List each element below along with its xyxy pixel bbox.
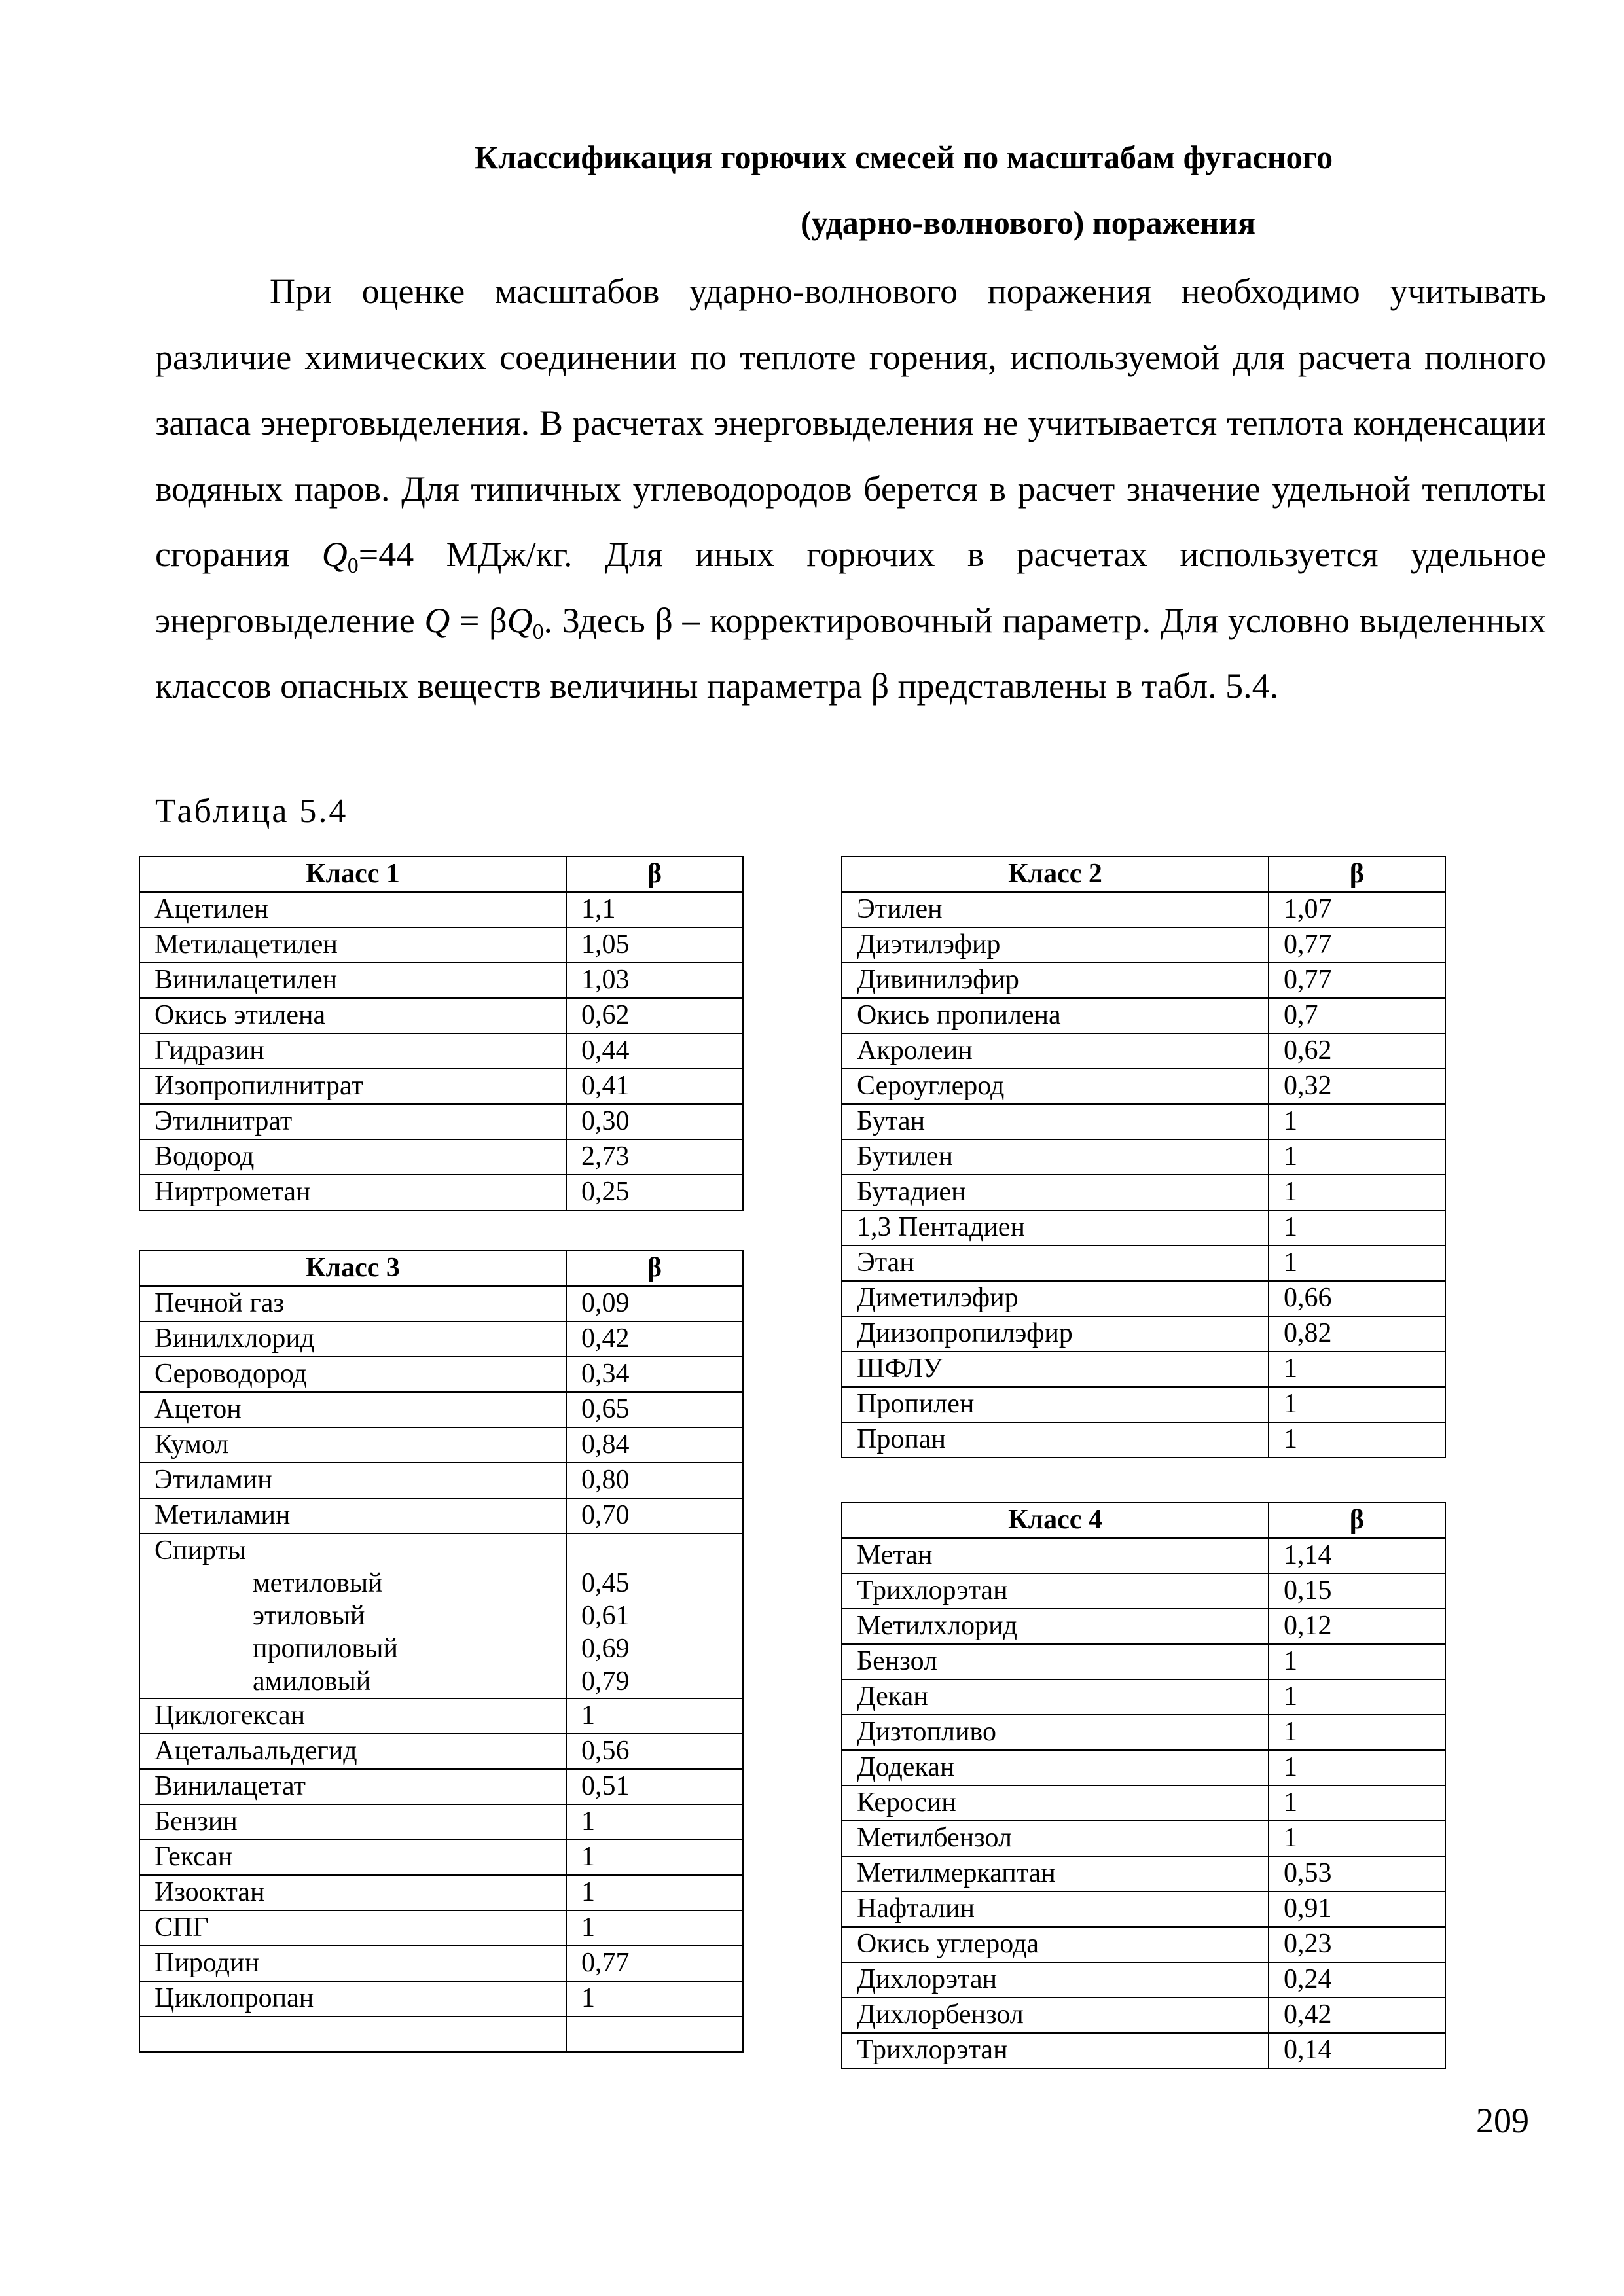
- table-row: [139, 963, 743, 998]
- table-row: [842, 1998, 1445, 2033]
- substance-name: Сероуглерод: [842, 1069, 1269, 1104]
- substance-name: Ниртрометан: [139, 1175, 566, 1210]
- table-row: [842, 927, 1445, 963]
- substance-name: Бутадиен: [842, 1175, 1269, 1210]
- substance-name: Циклопропан: [139, 1981, 566, 2017]
- spirit-value: 0,69: [581, 1634, 630, 1664]
- substance-name: Гексан: [139, 1840, 566, 1875]
- beta-value: 0,91: [1269, 1892, 1445, 1927]
- table-row: [139, 1033, 743, 1069]
- beta-value: 0,84: [566, 1427, 743, 1463]
- substance-name: Метилмеркаптан: [842, 1856, 1269, 1892]
- substance-name: Додекан: [842, 1750, 1269, 1785]
- table-row-spirits: [139, 1534, 743, 1698]
- table-row: [842, 1573, 1445, 1609]
- beta-value: 1,14: [1269, 1538, 1445, 1573]
- substance-name: [139, 2017, 566, 2052]
- table-row: [139, 1734, 743, 1769]
- table-row: [842, 1821, 1445, 1856]
- beta-header: β: [1269, 1503, 1445, 1538]
- substance-name: Винилацетат: [139, 1769, 566, 1804]
- table-row: [139, 2017, 743, 2052]
- beta-value: [566, 2017, 743, 2052]
- table-row: [842, 2033, 1445, 2068]
- substance-name: Циклогексан: [139, 1698, 566, 1734]
- substance-name: Ацетон: [139, 1392, 566, 1427]
- beta-value: 1: [566, 1840, 743, 1875]
- table-row: [842, 1856, 1445, 1892]
- beta-value: 0,15: [1269, 1573, 1445, 1609]
- table-row: [139, 1392, 743, 1427]
- table-row: [842, 1246, 1445, 1281]
- substance-name: Трихлорэтан: [842, 2033, 1269, 2068]
- substance-name: Винилхлорид: [139, 1321, 566, 1357]
- beta-value: 0,80: [566, 1463, 743, 1498]
- class-1-table: [139, 856, 744, 1211]
- table-row: [139, 1498, 743, 1534]
- beta-value: 0,23: [1269, 1927, 1445, 1962]
- beta-value: 1: [566, 1804, 743, 1840]
- body-paragraph: При оценке масштабов ударно-волнового поражения необходимо учитывать различие химических соединении по теплоте горения, используемой для расчета полного запаса энерговыделения. В расчетах энерговыделения не учитывается теплота конденсации водяных паров. Для типичных углеводородов берется в расчет значение удельной теплоты сгорания $Q_0=44$ МДж/кг. Для иных горючих в расчетах используется удельное энерговыделение $Q = \beta Q_0$. Здесь β – корректировочный параметр. Для условно выделенных классов опасных веществ величины параметра β представлены в табл. 5.4.: [155, 272, 1547, 706]
- substance-name: Бензол: [842, 1644, 1269, 1679]
- table-row: [139, 1840, 743, 1875]
- table-row: [842, 1104, 1445, 1139]
- substance-name: Окись этилена: [139, 998, 566, 1033]
- table-row: [842, 1316, 1445, 1352]
- beta-value: 1: [1269, 1715, 1445, 1750]
- substance-name: Этиламин: [139, 1463, 566, 1498]
- spirits-values-cell: [566, 1534, 743, 1698]
- table-row: [842, 1750, 1445, 1785]
- table-row: [139, 1427, 743, 1463]
- spirit-value: 0,61: [581, 1601, 630, 1631]
- substance-name: Нафталин: [842, 1892, 1269, 1927]
- substance-name: Пропан: [842, 1422, 1269, 1458]
- class-2-table: [841, 856, 1446, 1458]
- beta-value: 1: [1269, 1821, 1445, 1856]
- beta-value: 1: [1269, 1422, 1445, 1458]
- beta-value: 1: [566, 1910, 743, 1946]
- beta-value: 0,42: [1269, 1998, 1445, 2033]
- substance-name: Ацетальальдегид: [139, 1734, 566, 1769]
- beta-value: 2,73: [566, 1139, 743, 1175]
- table-row: [139, 892, 743, 927]
- beta-value: 1: [1269, 1139, 1445, 1175]
- table-row: [139, 1910, 743, 1946]
- table-header-row: [139, 1251, 743, 1286]
- table-row: [842, 1785, 1445, 1821]
- table-header-row: [842, 1503, 1445, 1538]
- substance-name: Этилнитрат: [139, 1104, 566, 1139]
- substance-name: Акролеин: [842, 1033, 1269, 1069]
- spirit-value: 0,79: [581, 1666, 630, 1696]
- table-row: [139, 1804, 743, 1840]
- table-row: [139, 1321, 743, 1357]
- beta-value: 1: [1269, 1104, 1445, 1139]
- substance-name: 1,3 Пентадиен: [842, 1210, 1269, 1246]
- spirit-value: 0,45: [581, 1568, 630, 1598]
- spirit-name: пропиловый: [253, 1634, 398, 1664]
- substance-name: Ацетилен: [139, 892, 566, 927]
- substance-name: Гидразин: [139, 1033, 566, 1069]
- substance-name: Окись углерода: [842, 1927, 1269, 1962]
- beta-value: 0,65: [566, 1392, 743, 1427]
- class-header: Класс 2: [842, 857, 1269, 892]
- beta-value: 0,56: [566, 1734, 743, 1769]
- spirits-names-cell: [139, 1534, 566, 1698]
- substance-name: Метилбензол: [842, 1821, 1269, 1856]
- beta-value: 1: [566, 1698, 743, 1734]
- table-row: [842, 998, 1445, 1033]
- table-row: [139, 1357, 743, 1392]
- table-row: [842, 1387, 1445, 1422]
- class-header: Класс 4: [842, 1503, 1269, 1538]
- beta-value: 1: [1269, 1175, 1445, 1210]
- substance-name: СПГ: [139, 1910, 566, 1946]
- spirit-name: метиловый: [253, 1568, 383, 1598]
- table-row: [139, 1286, 743, 1321]
- table-row: [842, 1139, 1445, 1175]
- beta-value: 1: [1269, 1750, 1445, 1785]
- table-caption: Таблица 5.4: [155, 793, 348, 830]
- beta-header: β: [566, 857, 743, 892]
- beta-value: 1: [1269, 1246, 1445, 1281]
- table-row: [842, 1281, 1445, 1316]
- substance-name: Дизтопливо: [842, 1715, 1269, 1750]
- table-row: [842, 1538, 1445, 1573]
- substance-name: Пропилен: [842, 1387, 1269, 1422]
- beta-value: 0,34: [566, 1357, 743, 1392]
- substance-name: Изооктан: [139, 1875, 566, 1910]
- substance-name: Водород: [139, 1139, 566, 1175]
- document-title-line-2: (ударно-волнового) поражения: [800, 204, 1256, 241]
- substance-name: ШФЛУ: [842, 1352, 1269, 1387]
- table-row: [139, 1463, 743, 1498]
- table-row: [139, 1104, 743, 1139]
- substance-name: Метилхлорид: [842, 1609, 1269, 1644]
- beta-value: 0,30: [566, 1104, 743, 1139]
- beta-value: 0,12: [1269, 1609, 1445, 1644]
- substance-name: Керосин: [842, 1785, 1269, 1821]
- beta-value: 0,66: [1269, 1281, 1445, 1316]
- beta-value: 0,42: [566, 1321, 743, 1357]
- beta-value: 1: [1269, 1210, 1445, 1246]
- beta-value: 1,07: [1269, 892, 1445, 927]
- table-row: [842, 1175, 1445, 1210]
- table-row: [139, 1175, 743, 1210]
- substance-name: Дихлорбензол: [842, 1998, 1269, 2033]
- beta-value: 0,77: [566, 1946, 743, 1981]
- page-number: 209: [1476, 2101, 1529, 2140]
- substance-name: Метиламин: [139, 1498, 566, 1534]
- substance-name: Изопропилнитрат: [139, 1069, 566, 1104]
- table-row: [842, 1609, 1445, 1644]
- substance-name: Сероводород: [139, 1357, 566, 1392]
- beta-value: 0,7: [1269, 998, 1445, 1033]
- table-row: [139, 1139, 743, 1175]
- document-title-line-1: Классификация горючих смесей по масштабам фугасного: [474, 139, 1333, 175]
- substance-name: Метан: [842, 1538, 1269, 1573]
- beta-value: 1: [1269, 1387, 1445, 1422]
- table-row: [842, 1644, 1445, 1679]
- substance-name: Печной газ: [139, 1286, 566, 1321]
- table-row: [139, 927, 743, 963]
- table-row: [139, 998, 743, 1033]
- table-row: [842, 963, 1445, 998]
- class-header: Класс 3: [139, 1251, 566, 1286]
- beta-value: 1: [1269, 1785, 1445, 1821]
- substance-name: Дивинилэфир: [842, 963, 1269, 998]
- table-row: [139, 1875, 743, 1910]
- spirit-name: амиловый: [253, 1666, 371, 1696]
- table-row: [139, 1981, 743, 2017]
- class-header: Класс 1: [139, 857, 566, 892]
- beta-value: 0,24: [1269, 1962, 1445, 1998]
- substance-name: Этан: [842, 1246, 1269, 1281]
- beta-value: 1: [1269, 1679, 1445, 1715]
- substance-name: Декан: [842, 1679, 1269, 1715]
- table-row: [139, 1769, 743, 1804]
- table-row: [842, 1962, 1445, 1998]
- table-row: [842, 1927, 1445, 1962]
- beta-value: 1: [566, 1981, 743, 2017]
- beta-value: 0,25: [566, 1175, 743, 1210]
- beta-value: 0,14: [1269, 2033, 1445, 2068]
- beta-value: 0,09: [566, 1286, 743, 1321]
- table-header-row: [139, 857, 743, 892]
- beta-value: 0,62: [1269, 1033, 1445, 1069]
- substance-name: Этилен: [842, 892, 1269, 927]
- substance-name: Пиродин: [139, 1946, 566, 1981]
- class-3-table: [139, 1250, 744, 2053]
- beta-value: 0,32: [1269, 1069, 1445, 1104]
- beta-value: 1: [1269, 1352, 1445, 1387]
- table-row: [139, 1946, 743, 1981]
- table-row: [842, 1892, 1445, 1927]
- substance-name: Диизопропилэфир: [842, 1316, 1269, 1352]
- substance-name: Бутилен: [842, 1139, 1269, 1175]
- substance-name: Диэтилэфир: [842, 927, 1269, 963]
- substance-name: Дихлорэтан: [842, 1962, 1269, 1998]
- substance-name: Метилацетилен: [139, 927, 566, 963]
- table-row: [842, 1715, 1445, 1750]
- substance-name: Бутан: [842, 1104, 1269, 1139]
- beta-header: β: [566, 1251, 743, 1286]
- beta-value: 1: [566, 1875, 743, 1910]
- table-row: [842, 1422, 1445, 1458]
- beta-value: 0,53: [1269, 1856, 1445, 1892]
- beta-value: 0,77: [1269, 963, 1445, 998]
- table-row: [139, 1069, 743, 1104]
- table-header-row: [842, 857, 1445, 892]
- beta-value: 1,1: [566, 892, 743, 927]
- substance-name: Диметилэфир: [842, 1281, 1269, 1316]
- beta-value: 0,41: [566, 1069, 743, 1104]
- beta-value: 1,05: [566, 927, 743, 963]
- table-row: [842, 1210, 1445, 1246]
- spirit-name: этиловый: [253, 1601, 365, 1631]
- substance-name: Окись пропилена: [842, 998, 1269, 1033]
- table-row: [842, 1679, 1445, 1715]
- substance-name: Бензин: [139, 1804, 566, 1840]
- beta-value: 0,62: [566, 998, 743, 1033]
- beta-value: 0,44: [566, 1033, 743, 1069]
- table-row: [842, 1069, 1445, 1104]
- beta-value: 1,03: [566, 963, 743, 998]
- beta-value: 1: [1269, 1644, 1445, 1679]
- beta-header: β: [1269, 857, 1445, 892]
- table-row: [842, 1352, 1445, 1387]
- class-4-table: [841, 1502, 1446, 2069]
- substance-name: Трихлорэтан: [842, 1573, 1269, 1609]
- spirits-label: Спирты: [154, 1535, 246, 1566]
- beta-value: 0,70: [566, 1498, 743, 1534]
- substance-name: Винилацетилен: [139, 963, 566, 998]
- table-row: [139, 1698, 743, 1734]
- substance-name: Кумол: [139, 1427, 566, 1463]
- table-row: [842, 1033, 1445, 1069]
- table-row: [842, 892, 1445, 927]
- beta-value: 0,82: [1269, 1316, 1445, 1352]
- beta-value: 0,77: [1269, 927, 1445, 963]
- beta-value: 0,51: [566, 1769, 743, 1804]
